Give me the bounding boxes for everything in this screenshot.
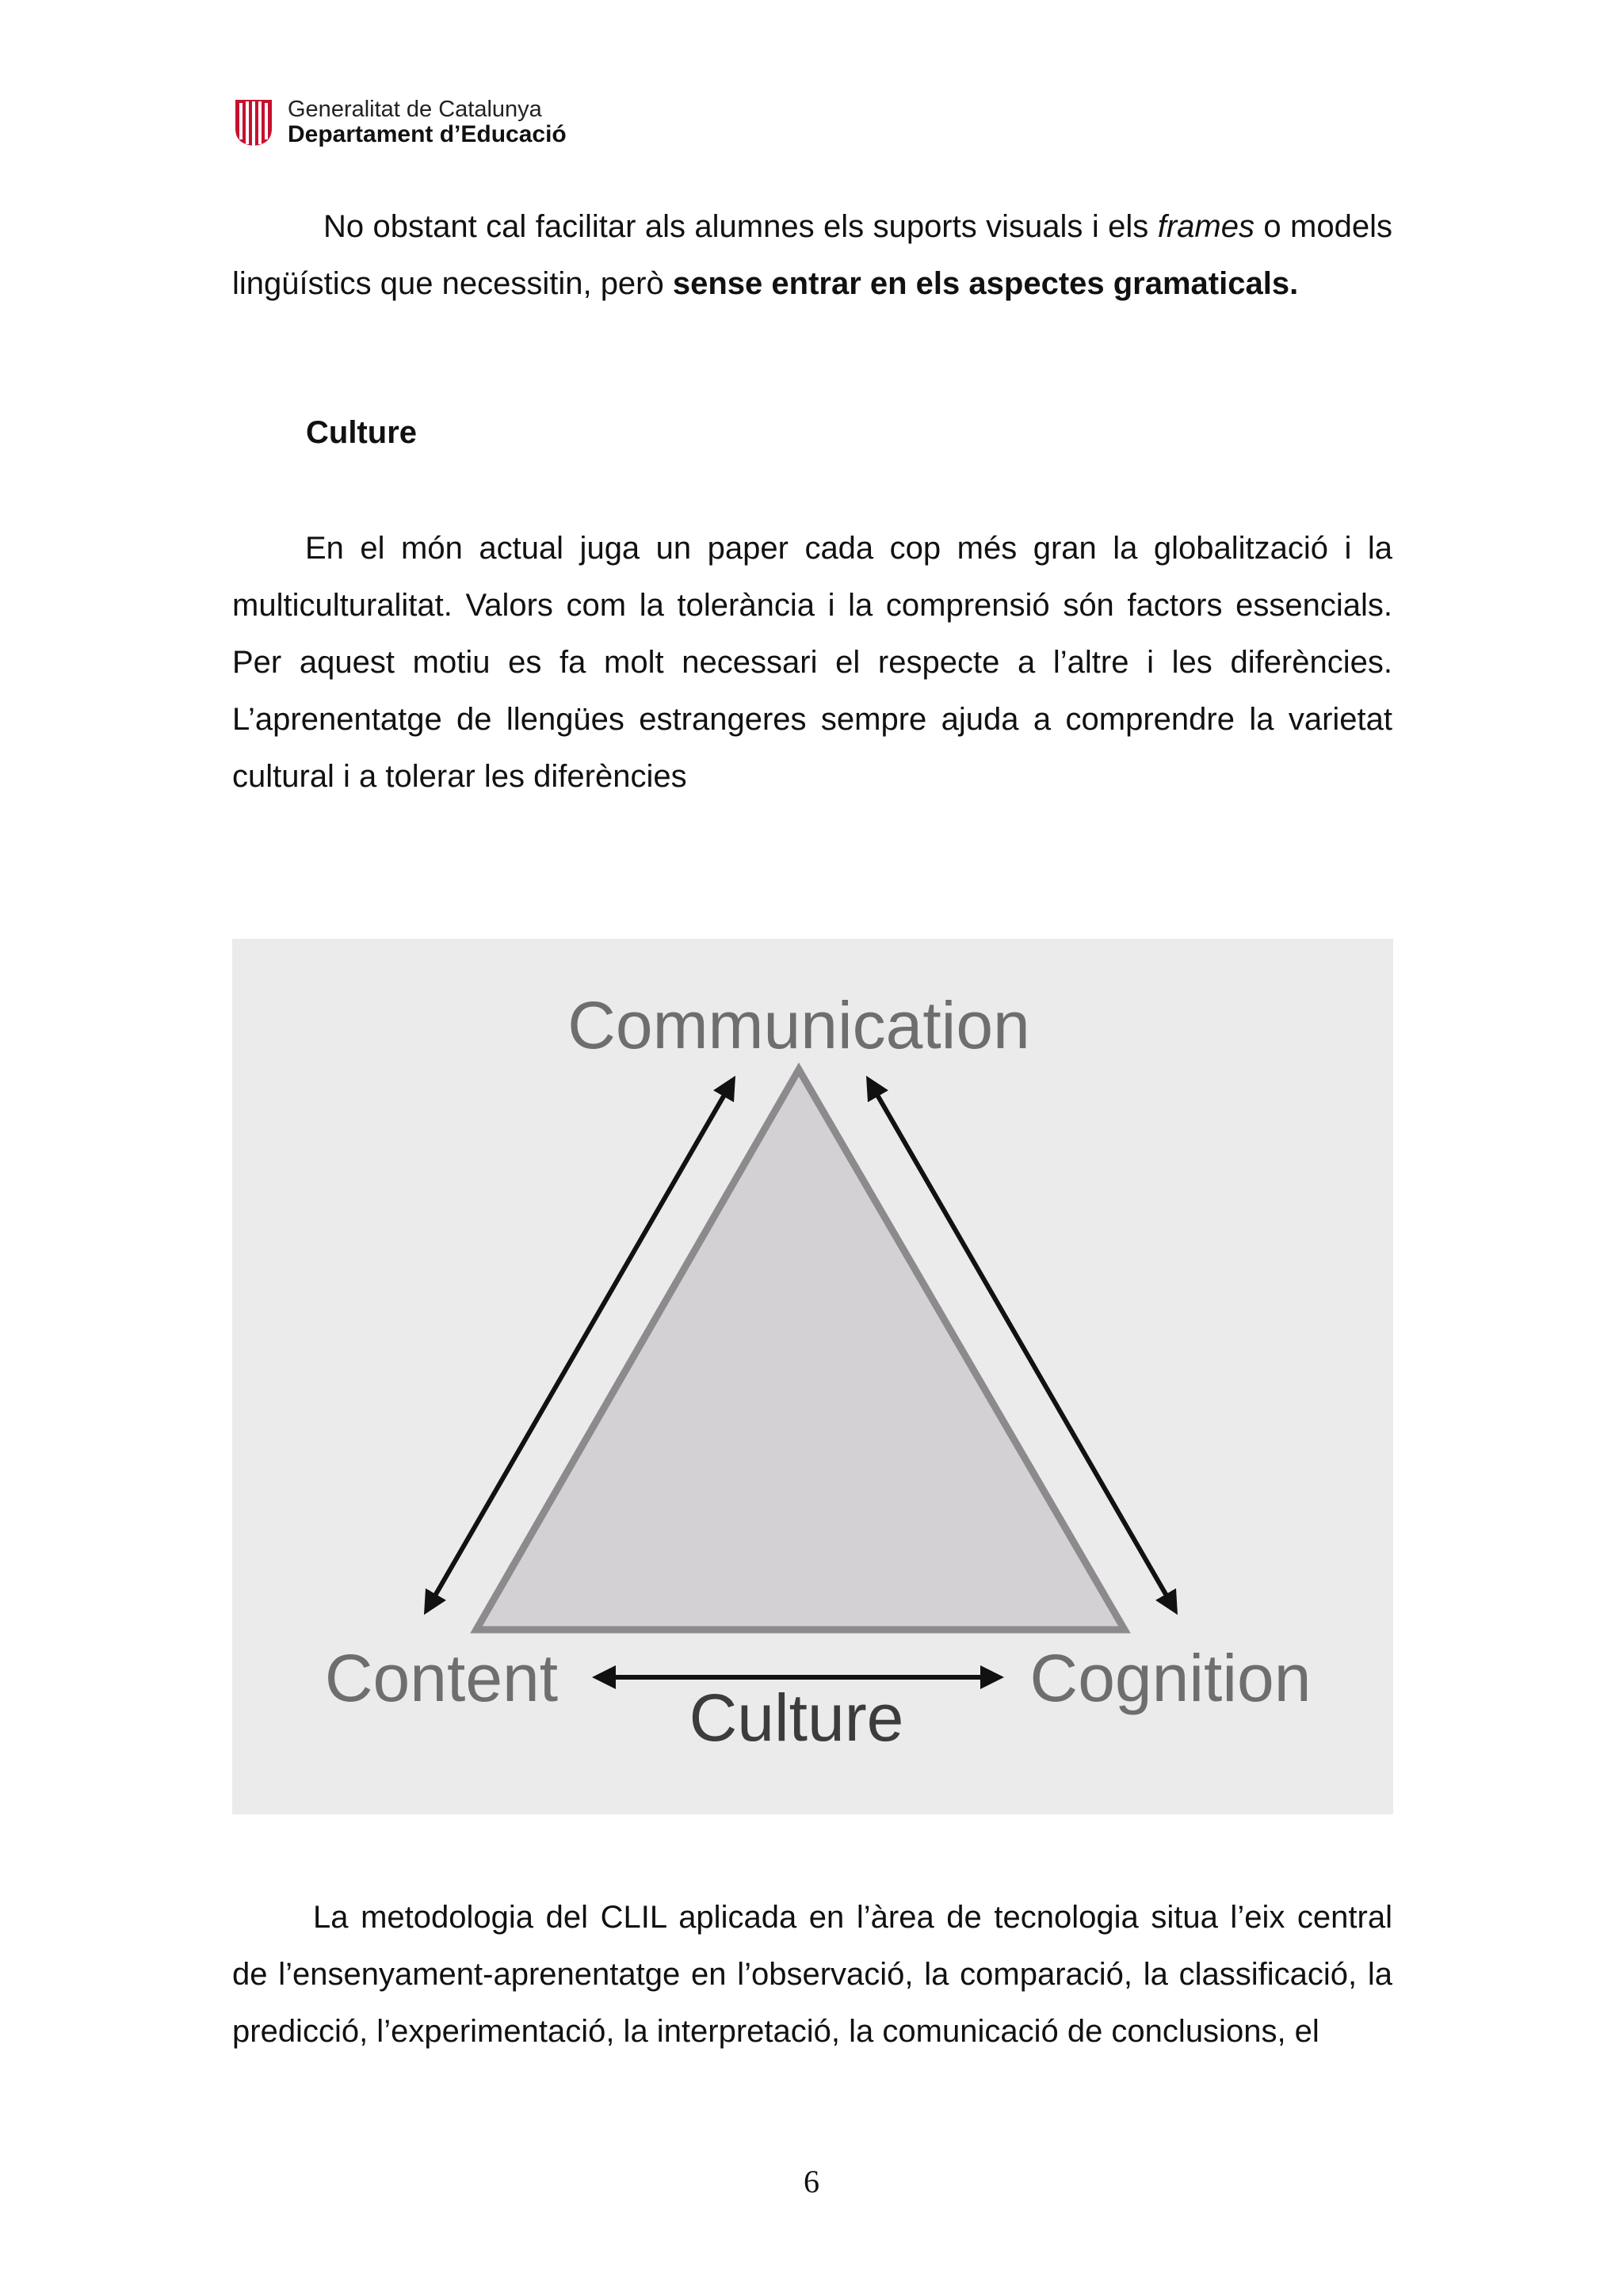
paragraph-culture <box>232 520 1392 805</box>
paragraph-visual-supports <box>232 198 1392 312</box>
page-number: 6 <box>804 2164 819 2199</box>
header-department: Departament d’Educació <box>288 121 567 147</box>
section-heading-culture: Culture <box>306 415 417 450</box>
generalitat-logo-icon <box>232 97 275 147</box>
diagram-label-content: Content <box>324 1641 559 1715</box>
diagram-label-communication: Communication <box>567 988 1030 1062</box>
four-cs-diagram <box>232 939 1393 1814</box>
diagram-label-culture: Culture <box>689 1680 904 1755</box>
diagram-triangle <box>476 1070 1125 1630</box>
diagram-label-cognition: Cognition <box>1029 1641 1312 1715</box>
paragraph-text: No obstant cal facilitar als alumnes els suports visuals i els <box>323 209 1158 244</box>
header-organization: Generalitat de Catalunya <box>288 97 542 122</box>
paragraph-text: La metodologia del CLIL aplicada en l’àrea de tecnologia situa l’eix central de l’ensenyament-aprenentatge en l’observació, la comparació, la classificació, la predicció, l’experimentació, la interpretació, la comunicació de conclusions, el <box>232 1900 1392 2049</box>
paragraph-clil-methodology <box>232 1889 1392 2060</box>
paragraph-text: En el món actual juga un paper cada cop més gran la globalització i la multiculturalitat. Valors com la tolerància i la comprensió són factors essencials. Per aquest motiu es fa molt necessari el respecte a l’altre i les diferències. L’aprenentatge de llengües estrangeres sempre ajuda a comprendre la varietat cultural i a tolerar les diferències <box>232 531 1392 794</box>
paragraph-italic-term: frames <box>1157 209 1254 244</box>
document-header <box>232 95 567 149</box>
diagram-canvas <box>232 939 1393 1814</box>
paragraph-bold-emphasis: sense entrar en els aspectes gramaticals. <box>672 266 1299 301</box>
paragraph-text: o models lingüístics que necessitin, però <box>232 209 1392 301</box>
